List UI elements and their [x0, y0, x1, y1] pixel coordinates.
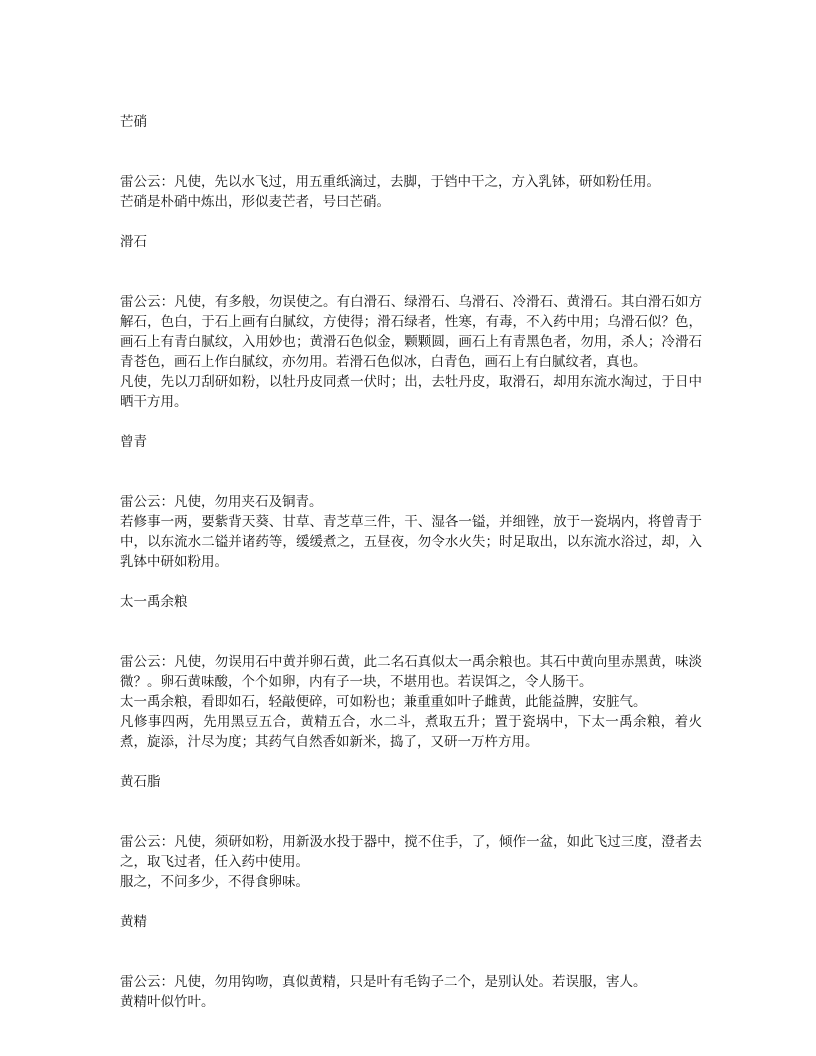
paragraph: 雷公云：凡使，须研如粉，用新汲水投于器中，搅不住手，了，倾作一盆，如此飞过三度，澄者去之，取飞过者，任入药中使用。 [120, 834, 702, 870]
section-title: 滑石 [120, 234, 147, 250]
section-cengqing [120, 432, 702, 572]
paragraph: 服之，不问多少，不得食卵味。 [120, 874, 309, 890]
paragraph: 芒硝是朴硝中炼出，形似麦芒者，号曰芒硝。 [120, 194, 390, 210]
section-title: 芒硝 [120, 114, 147, 130]
section-body [120, 652, 702, 752]
section-body [120, 972, 702, 1012]
paragraph: 若修事一两，要紫背天葵、甘草、青芝草三件，干、湿各一镒，并细锉，放于一瓷埚内，将曾青于中，以东流水二镒并诸药等，缓缓煮之，五昼夜，勿令水火失；时足取出，以东流水浴过，却，入乳钵中研如粉用。 [120, 514, 702, 570]
paragraph: 黄精叶似竹叶。 [120, 994, 215, 1010]
paragraph: 雷公云：凡使，先以水飞过，用五重纸滴过，去脚，于铛中干之，方入乳钵，研如粉任用。 [120, 174, 660, 190]
paragraph: 雷公云：凡使，有多般，勿误使之。有白滑石、绿滑石、乌滑石、冷滑石、黄滑石。其白滑石如方解石，色白，于石上画有白腻纹，方使得；滑石绿者，性寒，有毒，不入药中用；乌滑石似？色，画石上有青白腻纹，入用妙也；黄滑石色似金，颗颗圆，画石上有青黑色者，勿用，杀人；冷滑石青苍色，画石上作白腻纹，亦勿用。若滑石色似冰，白青色，画石上有白腻纹者，真也。 [120, 294, 702, 370]
section-huangjing [120, 912, 702, 1012]
paragraph: 凡修事四两，先用黑豆五合，黄精五合，水二斗，煮取五升；置于瓷埚中，下太一禹余粮，着火煮，旋添，汁尽为度；其药气自然香如新米，捣了，又研一万杵方用。 [120, 714, 702, 750]
section-body [120, 292, 702, 412]
section-mangxiao [120, 112, 702, 212]
paragraph: 雷公云：凡使，勿用夹石及铜青。 [120, 494, 323, 510]
section-body [120, 832, 702, 892]
section-taiyi-yuyuliang [120, 592, 702, 752]
section-title: 太一禹余粮 [120, 594, 188, 610]
paragraph: 凡使，先以刀刮研如粉，以牡丹皮同煮一伏时；出，去牡丹皮，取滑石，却用东流水淘过，于日中晒干方用。 [120, 374, 702, 410]
section-title: 黄石脂 [120, 774, 161, 790]
section-huashi [120, 232, 702, 412]
section-title: 曾青 [120, 434, 147, 450]
section-title: 黄精 [120, 914, 147, 930]
section-body [120, 172, 702, 212]
paragraph: 雷公云：凡使，勿用钩吻，真似黄精，只是叶有毛钩子二个，是别认处。若误服，害人。 [120, 974, 647, 990]
paragraph: 雷公云：凡使，勿误用石中黄并卵石黄，此二名石真似太一禹余粮也。其石中黄向里赤黑黄，味淡微？。卵石黄味酸，个个如卵，内有子一块，不堪用也。若误饵之，令人肠干。 [120, 654, 702, 690]
section-body [120, 492, 702, 572]
document-page [120, 112, 702, 1012]
section-huangshizhi [120, 772, 702, 892]
paragraph: 太一禹余粮，看即如石，轻敲便碎，可如粉也；兼重重如叶子雌黄，此能益脾，安脏气。 [120, 694, 647, 710]
